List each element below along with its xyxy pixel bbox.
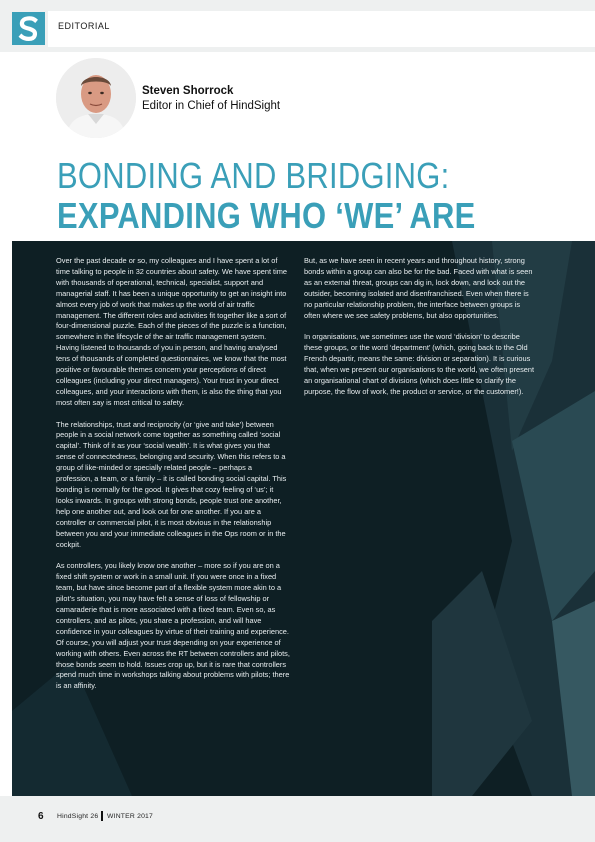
issue-date: WINTER 2017	[107, 813, 154, 820]
section-label: EDITORIAL	[58, 21, 110, 31]
article-title-line1: BONDING AND BRIDGING:	[57, 155, 450, 196]
paragraph: Over the past decade or so, my colleagues and I have spent a lot of time talking to people in 32 countries about safety. We have spent time with thousands of operational, technical, specialist, support and managerial staff. It has been a unique opportunity to get an insight into almost every job of work that makes up the world of air traffic management. The different roles and activities fit together like a sort of four-dimensional puzzle. Each of the pieces of the puzzle is a function, somewhere in the lifecycle of the air traffic management system. Having listened to thousands of you in person, and having analysed tens of thousands of completed questionnaires, we know that the most positive or favourable themes concern your perceptions of direct colleagues (including your direct managers). Your trust in your direct colleagues, and your interactions with them, is also the thing that you most often say is most critical to safety.	[56, 256, 288, 407]
s-logo-icon	[12, 12, 45, 45]
author-name: Steven Shorrock	[142, 85, 234, 97]
paragraph: In organisations, we sometimes use the word ‘division’ to describe these groups, or the word ‘department’ (which, going back to the Old French departir, means the same: division or separation). It is curious that, when we present our organisations to the world, we often present an organisational chart of divisions (which does little to clarify the purpose, the flow of work, the product or service, or the customer!).	[304, 332, 535, 396]
paragraph: But, as we have seen in recent years and throughout history, strong bonds within a group can also be for the bad. Faced with what is seen as an external threat, groups can dig in, lock down, and lock out the outsider, becoming isolated and disenfranchised. Even when there is no particular relationship problem, the interface between groups is often where we see safety problems, but also opportunities.	[304, 256, 533, 320]
paragraph: As controllers, you likely know one another – more so if you are on a fixed shift system or work in a small unit. If you were once in a fixed team, but have since become part of a flexible system more akin to a pilot’s situation, you may have felt a sense of loss of fellowship or camaraderie that is more associated with a fixed team. Even so, as controllers, and as pilots, you share a profession, and will have confidence in your colleagues by virtue of their training and experience. Of course, you will adjust your trust depending on your experience of working with others. Even across the RT between controllers and pilots, those bonds seem to hold. Issues crop up, but it is rare that controllers spend much time in workshops talking about problems with pilots; there is an affinity.	[56, 561, 290, 691]
footer-divider	[101, 811, 103, 821]
article-title-line2: EXPANDING WHO ‘WE’ ARE	[57, 195, 476, 236]
paragraph: The relationships, trust and reciprocity (or ‘give and take’) between people in a social network come together as something called ‘social capital’. Think of it as your ‘social wealth’. It is what gives you that sense of connectedness, belonging and security. When this refers to a group of like-minded or specially related people – perhaps a profession, a team, or a family – it is called bonding social capital. This bonding is normally for the good. It gives that cozy feeling of ‘us’; it looks inwards. In groups with strong bonds, people trust one another, help one another out, and look out for one another. If you are a controller or commercial pilot, it is most obvious in the relationship between you and your immediate colleagues in the Ops room or in the cockpit.	[56, 419, 287, 549]
author-role: Editor in Chief of HindSight	[142, 100, 281, 112]
page-number: 6	[38, 811, 44, 822]
publication-name: HindSight 26	[57, 813, 99, 820]
body-column-left	[56, 256, 290, 703]
header-strip	[48, 11, 595, 47]
author-avatar	[56, 58, 136, 138]
body-column-right	[304, 256, 538, 409]
